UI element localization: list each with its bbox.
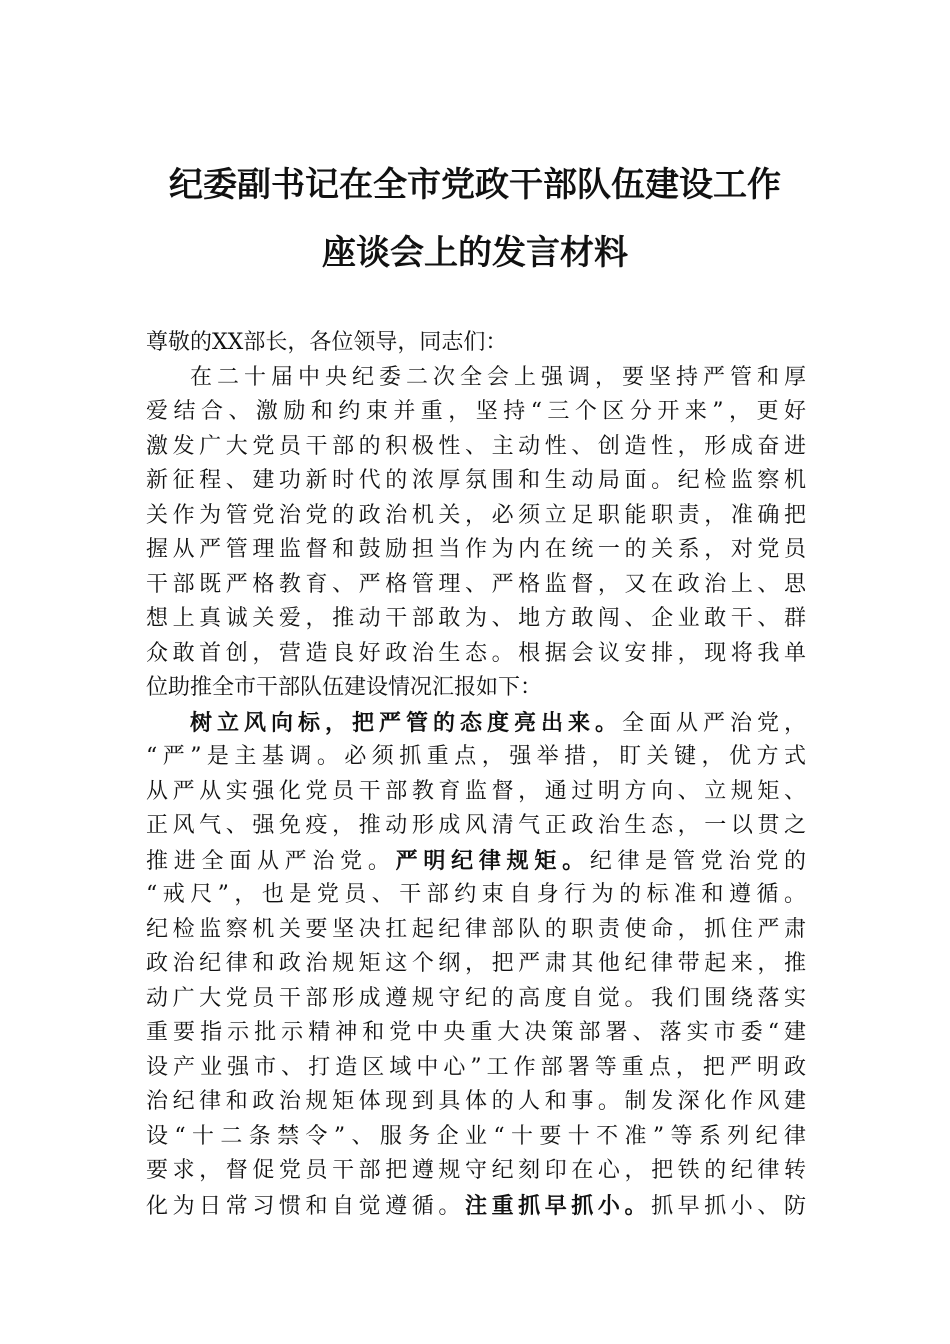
paragraph-line: 纪检监察机关要坚决扛起纪律部队的职责使命，抓住严肃: [146, 916, 806, 942]
paragraph-line: 激发广大党员干部的积极性、主动性、创造性，形成奋进: [146, 433, 806, 459]
paragraph-line: 治纪律和政治规矩体现到具体的人和事。制发深化作风建: [146, 1089, 806, 1114]
paragraph-line: 要求，督促党员干部把遵规守纪刻印在心，把铁的纪律转: [146, 1158, 806, 1183]
section-1-text: 抓早抓小、防: [651, 1193, 806, 1219]
paragraph-line: 爱结合、激励和约束并重，坚持“三个区分开来”，更好: [146, 399, 806, 424]
subheading-discipline: 严明纪律规矩。: [395, 847, 590, 874]
paragraph-line: 众敢首创，营造良好政治生态。根据会议安排，现将我单: [146, 640, 806, 666]
section-1-text: 化为日常习惯和自觉遵循。: [146, 1193, 465, 1219]
paragraph-line: 动广大党员干部形成遵规守纪的高度自觉。我们围绕落实: [146, 985, 806, 1011]
paragraph-line-with-subheading: [146, 844, 806, 879]
section-1-first-line: [146, 706, 806, 741]
paragraph-line: 设产业强市、打造区域中心”工作部署等重点，把严明政: [146, 1054, 806, 1080]
paragraph-line: 位助推全市干部队伍建设情况汇报如下：: [146, 675, 543, 700]
paragraph-line: 正风气、强免疫，推动形成风清气正政治生态，一以贯之: [146, 813, 806, 838]
section-1-text: 纪律是管党治党的: [589, 848, 806, 874]
paragraph-line: 设“十二条禁令”、服务企业“十要十不准”等系列纪律: [146, 1123, 806, 1149]
paragraph-line: 从严从实强化党员干部教育监督，通过明方向、立规矩、: [146, 778, 806, 804]
paragraph-line: 干部既严格教育、严格管理、严格监督，又在政治上、思: [146, 571, 806, 597]
paragraph-line: 新征程、建功新时代的浓厚氛围和生动局面。纪检监察机: [146, 468, 806, 493]
document-title-line-1: 纪委副书记在全市党政干部队伍建设工作: [169, 165, 781, 205]
document-body: [146, 326, 806, 1223]
paragraph-line: “戒尺”，也是党员、干部约束自身行为的标准和遵循。: [146, 882, 806, 907]
paragraph-line: 重要指示批示精神和党中央重大决策部署、落实市委“建: [146, 1020, 806, 1045]
paragraph-line: 在二十届中央纪委二次全会上强调，要坚持严管和厚: [190, 364, 806, 390]
paragraph-line-with-subheading: [146, 1189, 806, 1224]
salutation: 尊敬的XX部长，各位领导，同志们：: [146, 330, 508, 355]
paragraph-line: 政治纪律和政治规矩这个纲，把严肃其他纪律带起来，推: [146, 951, 806, 976]
paragraph-line: “严”是主基调。必须抓重点，强举措，盯关键，优方式: [146, 744, 806, 769]
section-1-heading: 树立风向标，把严管的态度亮出来。: [190, 709, 622, 736]
document-title-line-2: 座谈会上的发言材料: [322, 233, 628, 273]
subheading-early-small: 注重抓早抓小。: [464, 1192, 652, 1219]
paragraph-line: 握从严管理监督和鼓励担当作为内在统一的关系，对党员: [146, 537, 806, 562]
section-1-text: 推进全面从严治党。: [146, 848, 396, 874]
paragraph-line: 想上真诚关爱，推动干部敢为、地方敢闯、企业敢干、群: [146, 606, 806, 631]
paragraph-line: 关作为管党治党的政治机关，必须立足职能职责，准确把: [146, 502, 806, 528]
section-1-text: 全面从严治党，: [621, 710, 806, 736]
